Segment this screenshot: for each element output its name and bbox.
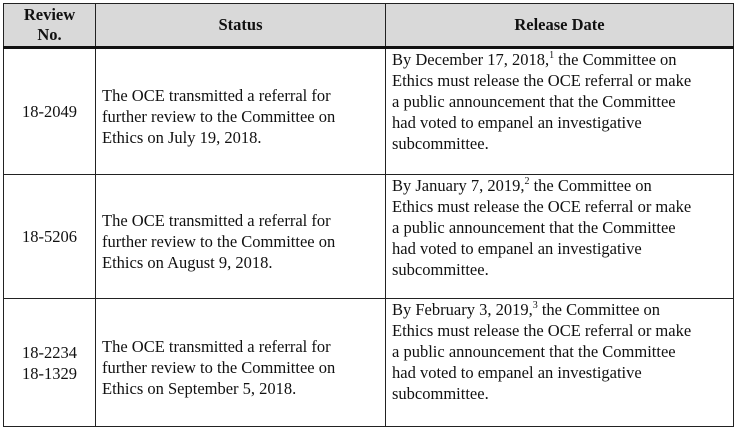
footnote-ref[interactable]: 1 (549, 50, 555, 61)
status-cell: The OCE transmitted a referral for further review to the Committee on Ethics on August 9, 2018. (96, 175, 386, 299)
release-rest: the Committee on Ethics must release the OCE referral or make a public announcement that the Committee had voted to empanel an investigative subcommittee. (392, 300, 692, 403)
header-status: Status (96, 4, 386, 48)
release-rest: the Committee on Ethics must release the OCE referral or make a public announcement that the Committee had voted to empanel an investigative subcommittee. (392, 50, 692, 153)
footnote-ref[interactable]: 3 (532, 300, 538, 311)
release-prefix: By December 17, 2018, (392, 50, 550, 69)
review-no: 18-5206 (4, 175, 96, 299)
header-row (4, 4, 734, 48)
review-no: 18-2049 (4, 48, 96, 175)
referral-table (3, 3, 734, 427)
table-row (4, 175, 734, 299)
footnote-ref[interactable]: 2 (524, 176, 530, 187)
header-review-no: Review No. (4, 4, 96, 48)
header-release-date: Release Date (386, 4, 734, 48)
status-cell: The OCE transmitted a referral for further review to the Committee on Ethics on September 5, 2018. (96, 299, 386, 427)
release-prefix: By February 3, 2019, (392, 300, 533, 319)
table-row (4, 48, 734, 175)
release-date-cell (386, 48, 734, 175)
release-rest: the Committee on Ethics must release the OCE referral or make a public announcement that the Committee had voted to empanel an investigative subcommittee. (392, 176, 692, 279)
status-cell: The OCE transmitted a referral for further review to the Committee on Ethics on July 19, 2018. (96, 48, 386, 175)
release-date-cell (386, 299, 734, 427)
table-row (4, 299, 734, 427)
release-date-cell (386, 175, 734, 299)
review-no: 18-2234 18-1329 (4, 299, 96, 427)
release-prefix: By January 7, 2019, (392, 176, 525, 195)
